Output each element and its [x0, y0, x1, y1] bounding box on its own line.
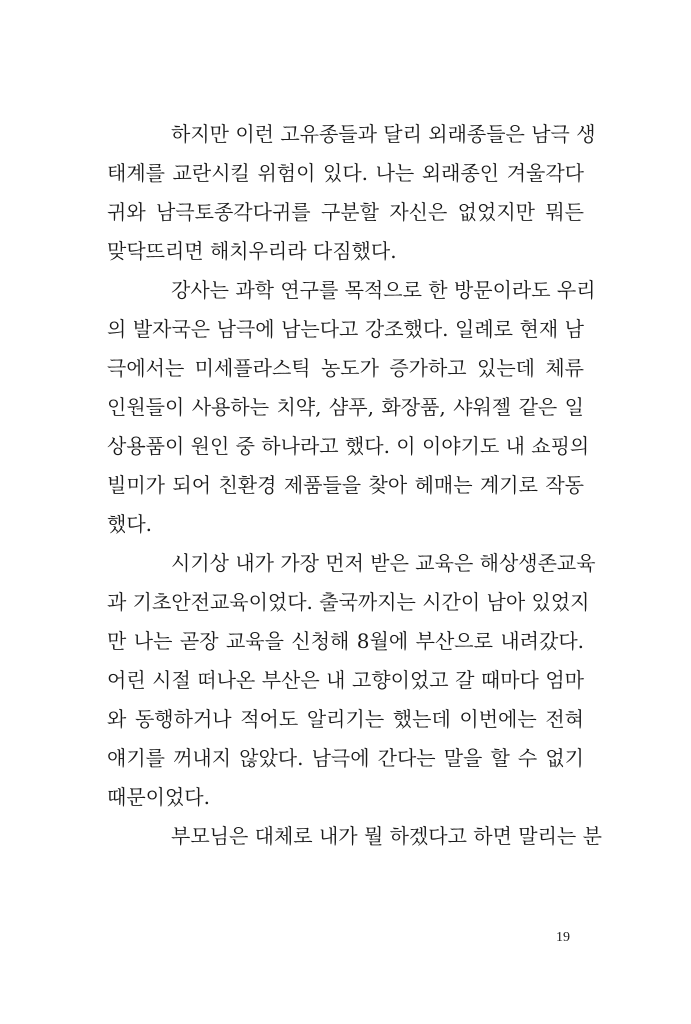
text-line: 어린 시절 떠나온 부산은 내 고향이었고 갈 때마다 엄마: [107, 668, 584, 692]
text-line: 맞닥뜨리면 해치우리라 다짐했다.: [107, 239, 397, 263]
paragraph: [107, 544, 596, 817]
text-line: 시기상 내가 가장 먼저 받은 교육은 해상생존교육: [171, 551, 596, 575]
text-line: 부모님은 대체로 내가 뭘 하겠다고 하면 말리는 분: [171, 824, 602, 848]
text-line: 때문이었다.: [107, 785, 210, 809]
text-line: 하지만 이런 고유종들과 달리 외래종들은 남극 생: [171, 122, 596, 146]
text-line: 빌미가 되어 친환경 제품들을 찾아 헤매는 계기로 작동: [107, 473, 584, 497]
text-line: 귀와 남극토종각다귀를 구분할 자신은 없었지만 뭐든: [107, 200, 584, 224]
text-line: 극에서는 미세플라스틱 농도가 증가하고 있는데 체류: [107, 356, 584, 380]
text-line: 강사는 과학 연구를 목적으로 한 방문이라도 우리: [171, 278, 596, 302]
page-number: 19: [556, 930, 570, 945]
text-line: 과 기초안전교육이었다. 출국까지는 시간이 남아 있었지: [107, 590, 590, 614]
text-line: 인원들이 사용하는 치약, 샴푸, 화장품, 샤워젤 같은 일: [107, 395, 584, 419]
body-text: [107, 115, 602, 856]
text-line: 와 동행하거나 적어도 알리기는 했는데 이번에는 전혀: [107, 707, 584, 731]
text-line: 상용품이 원인 중 하나라고 했다. 이 이야기도 내 쇼핑의: [107, 434, 590, 458]
text-line: 만 나는 곧장 교육을 신청해 8월에 부산으로 내려갔다.: [107, 629, 584, 653]
text-line: 의 발자국은 남극에 남는다고 강조했다. 일례로 현재 남: [107, 317, 584, 341]
paragraph: [107, 271, 596, 544]
paragraph: [107, 115, 596, 271]
text-line: 태계를 교란시킬 위험이 있다. 나는 외래종인 겨울각다: [107, 161, 584, 185]
text-line: 했다.: [107, 512, 152, 536]
paragraph: [107, 817, 602, 856]
text-line: 얘기를 꺼내지 않았다. 남극에 간다는 말을 할 수 없기: [107, 746, 584, 770]
